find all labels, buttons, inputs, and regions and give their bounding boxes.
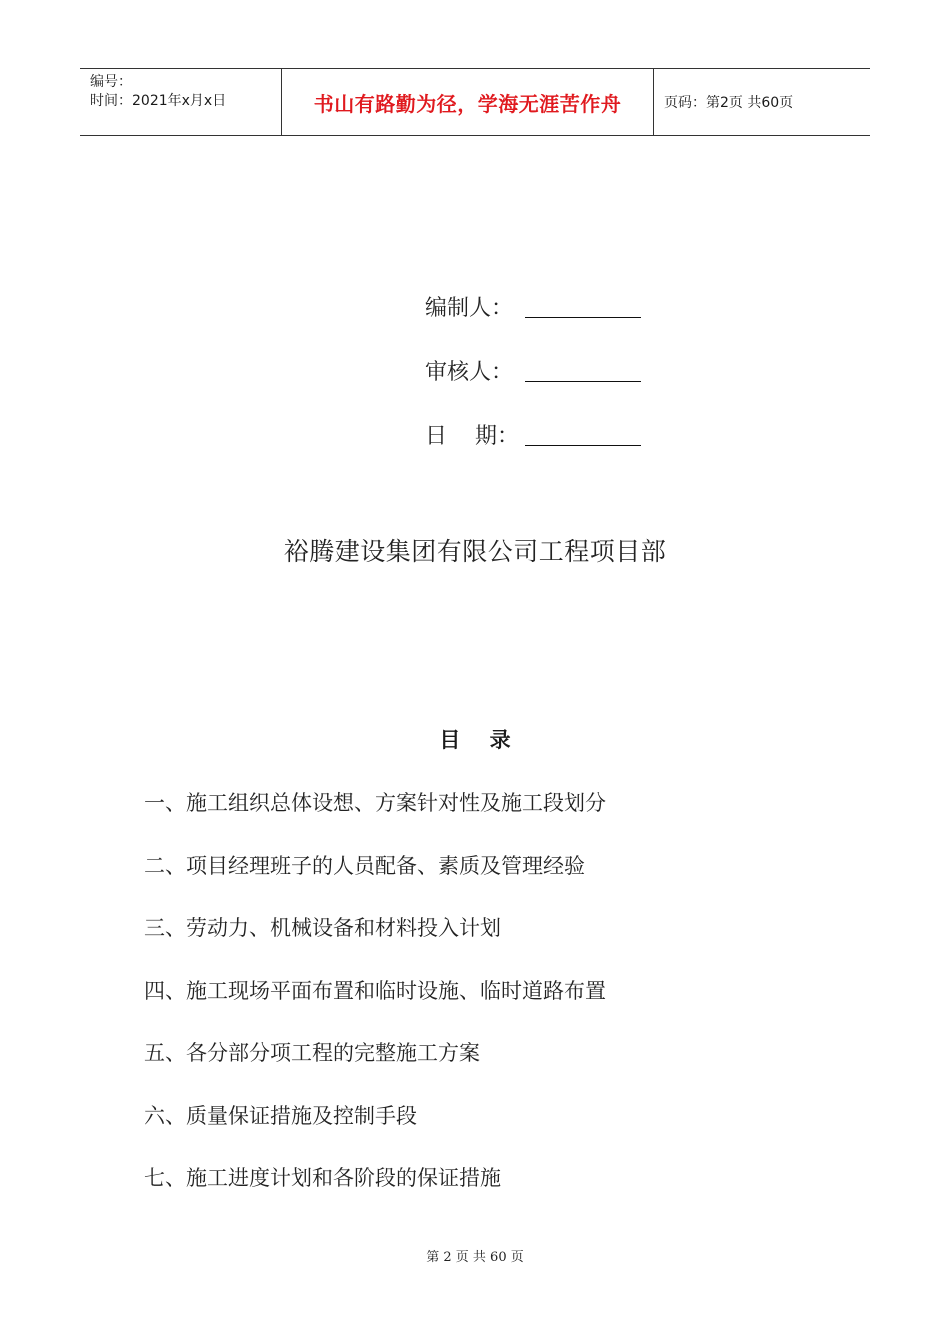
reviewer-label: 审核人： bbox=[425, 359, 514, 385]
toc-title: 目 录 bbox=[439, 728, 511, 752]
signature-row-date bbox=[425, 402, 641, 466]
editor-blank-line bbox=[525, 295, 641, 318]
toc-item: 四、施工现场平面布置和临时设施、临时道路布置 bbox=[144, 978, 606, 1003]
editor-label: 编制人： bbox=[425, 295, 514, 321]
page-header bbox=[80, 68, 870, 136]
page-footer: 第 2 页 共 60 页 bbox=[426, 1250, 524, 1265]
toc-item: 七、施工进度计划和各阶段的保证措施 bbox=[144, 1166, 501, 1190]
date-blank-line bbox=[525, 423, 641, 446]
toc-item: 一、施工组织总体设想、方案针对性及施工段划分 bbox=[144, 791, 606, 815]
signature-row-reviewer bbox=[425, 338, 641, 402]
header-meta bbox=[80, 69, 282, 135]
date-field-label: 日 期： bbox=[425, 423, 519, 449]
reviewer-blank-line bbox=[525, 359, 641, 382]
serial-number-label: 编号： bbox=[90, 74, 132, 90]
toc-item: 三、劳动力、机械设备和材料投入计划 bbox=[144, 916, 501, 940]
toc-item: 二、项目经理班子的人员配备、素质及管理经验 bbox=[144, 853, 585, 878]
toc-item: 六、质量保证措施及控制手段 bbox=[144, 1103, 417, 1128]
header-motto: 书山有路勤为径，学海无涯苦作舟 bbox=[282, 69, 654, 135]
toc-item: 五、各分部分项工程的完整施工方案 bbox=[144, 1041, 480, 1065]
signature-row-editor bbox=[425, 274, 641, 338]
signature-block bbox=[425, 274, 641, 466]
table-of-contents bbox=[144, 785, 606, 1223]
header-page-info: 页码：第2页 共60页 bbox=[664, 95, 794, 111]
company-name: 裕腾建设集团有限公司工程项目部 bbox=[283, 537, 667, 566]
date-label: 时间：2021年x月x日 bbox=[90, 93, 227, 109]
